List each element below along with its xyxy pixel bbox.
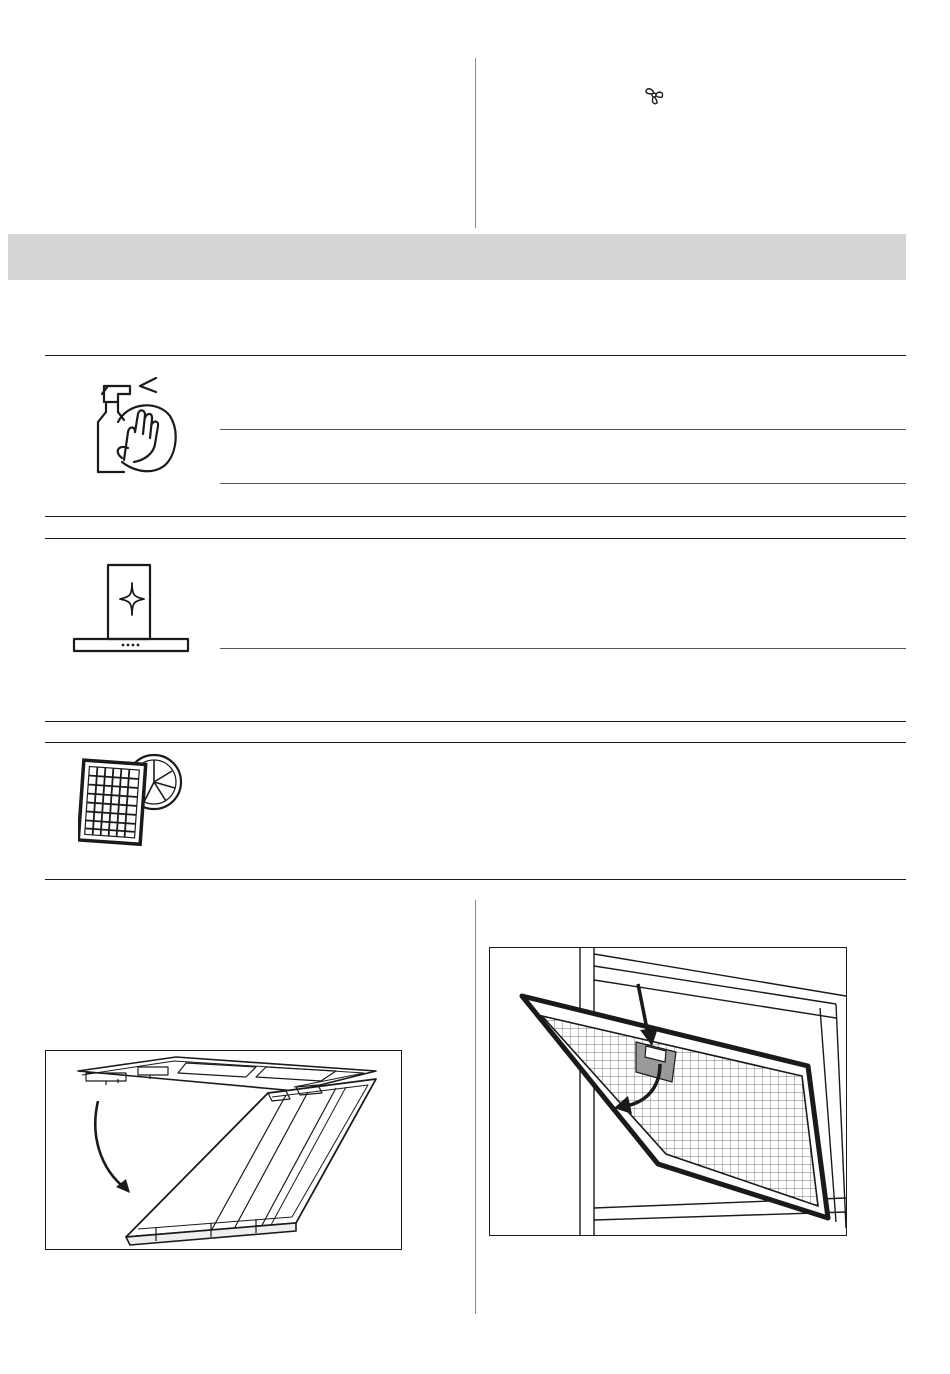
grease-filter-removal-illustration <box>489 947 847 1236</box>
table-rule-row3-start <box>45 742 906 743</box>
table-rule-top <box>45 355 906 356</box>
table-rule-row1-end <box>45 516 906 517</box>
table-rule-row1-a <box>220 429 906 430</box>
table-rule-row2-start <box>45 538 906 539</box>
table-rule-row1-b <box>220 483 906 484</box>
cleaning-spray-cloth-icon <box>88 372 188 476</box>
section-header-band <box>8 234 906 280</box>
table-rule-row2-end <box>45 721 906 722</box>
hood-panel-open-illustration <box>45 1050 402 1250</box>
table-rule-row2-a <box>220 648 906 649</box>
top-column-divider <box>475 58 476 228</box>
bottom-column-divider <box>475 900 476 1314</box>
cooker-hood-shine-icon <box>72 563 190 655</box>
fan-icon <box>643 84 665 106</box>
table-rule-bottom <box>45 879 906 880</box>
grease-charcoal-filter-icon <box>78 752 186 848</box>
